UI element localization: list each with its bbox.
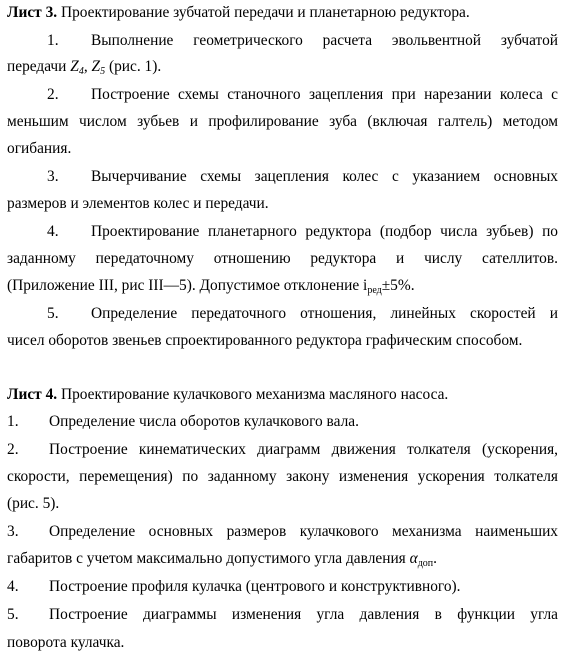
sheet3-item-4-line3 [7,276,558,296]
sheet3-item-3-number: 3. [47,168,59,185]
sheet4-item-3-line1: Определение основных размеров кулачкового механизма наименьших [49,523,558,540]
sheet3-item-4-line3-post: ±5%. [381,277,415,294]
sheet3-item-1-line1: Выполнение геометрического расчета эвольвентной зубчатой [91,32,558,49]
sheet4-item-3-number: 3. [7,523,19,540]
sheet4-item-3 [7,522,558,542]
sheet3-item-1-z5: $Z_5$ [91,58,106,77]
sheet3-item-5-line1: Определение передаточного отношения, линейных скоростей и [91,305,558,322]
sheet3-item-5-line2: чисел оборотов звеньев спроектированного редуктора графическим способом. [7,332,523,349]
sheet4-item-5-line1: Построение диаграммы изменения угла давления в функции угла [49,606,558,623]
sheet4-item-1-line1: Определение числа оборотов кулачкового вала. [49,413,359,430]
sheet3-item-1-number: 1. [47,32,59,49]
sheet4-item-2-number: 2. [7,441,19,458]
sheet3-item-2-number: 2. [47,86,59,103]
sheet4-item-4 [7,577,558,597]
sheet3-item-4 [7,222,558,242]
sheet3-item-1-cont [7,57,558,77]
sheet3-item-1-comma: , [83,58,92,75]
sheet3-item-4-number: 4. [47,223,59,240]
sheet3-item-2-line1: Построение схемы станочного зацепления при нарезании колеса с [91,86,558,103]
sheet4-item-5 [7,605,558,625]
sheet3-heading-text: Проектирование зубчатой передачи и планетарною редуктора. [57,4,470,21]
sheet4-item-2 [7,440,558,460]
sheet3-item-2-line3: огибания. [7,140,72,157]
sheet4-item-4-line1: Построение профиля кулачка (центрового и конструктивного). [49,578,461,595]
sheet3-item-1-line2-post: (рис. 1). [105,58,162,75]
sheet4-item-1 [7,412,558,432]
sheet4-item-3-alpha-sub: доп [417,558,434,569]
sheet3-item-1-z4: $Z_4$ [70,58,84,77]
sheet4-heading [7,385,558,405]
sheet3-item-1 [7,31,558,51]
sheet3-item-4-line3-sub: ред [367,285,382,296]
sheet4-item-5-number: 5. [7,606,19,623]
sheet3-item-5 [7,304,558,324]
sheet3-item-2 [7,85,558,105]
sheet3-item-4-line1: Проектирование планетарного редуктора (подбор числа зубьев) по [91,223,558,240]
sheet3-item-3-line1: Вычерчивание схемы зацепления колес с указанием основных [91,168,558,185]
sheet4-item-3-line2 [7,549,558,569]
sheet4-item-3-line2-pre: габаритов с учетом максимально допустимого угла давления [7,550,410,567]
sheet3-item-4-line2: заданному передаточному отношению редуктора и числу сателлитов. [7,250,558,267]
sheet4-item-2-line3: (рис. 5). [7,495,60,512]
sheet3-item-5-number: 5. [47,305,59,322]
sheet4-item-2-line2: скорости, перемещения) по заданному закону изменения ускорения толкателя [7,468,558,485]
sheet3-item-4-line3-pre: (Приложение III, рис III—5). Допустимое отклонение i [7,277,368,294]
sheet4-heading-label: Лист 4. [7,386,58,403]
sheet3-heading-label: Лист 3. [7,4,58,21]
sheet4-heading-text: Проектирование кулачкового механизма масляного насоса. [57,386,449,403]
sheet4-item-3-alpha: α [409,550,418,567]
sheet4-item-4-number: 4. [7,578,19,595]
sheet3-item-3-line2: размеров и элементов колес и передачи. [7,195,269,212]
sheet3-heading [7,3,558,23]
sheet4-item-1-number: 1. [7,413,19,430]
sheet4-item-3-line2-post: . [433,550,438,567]
sheet3-item-2-line2: меньшим числом зубьев и профилирование зуба (включая галтель) методом [7,113,558,130]
sheet4-item-5-line2: поворота кулачка. [7,634,125,651]
sheet3-item-1-line2-pre: передачи [7,58,71,75]
sheet3-item-3 [7,167,558,187]
sheet4-item-2-line1: Построение кинематических диаграмм движения толкателя (ускорения, [49,441,558,458]
